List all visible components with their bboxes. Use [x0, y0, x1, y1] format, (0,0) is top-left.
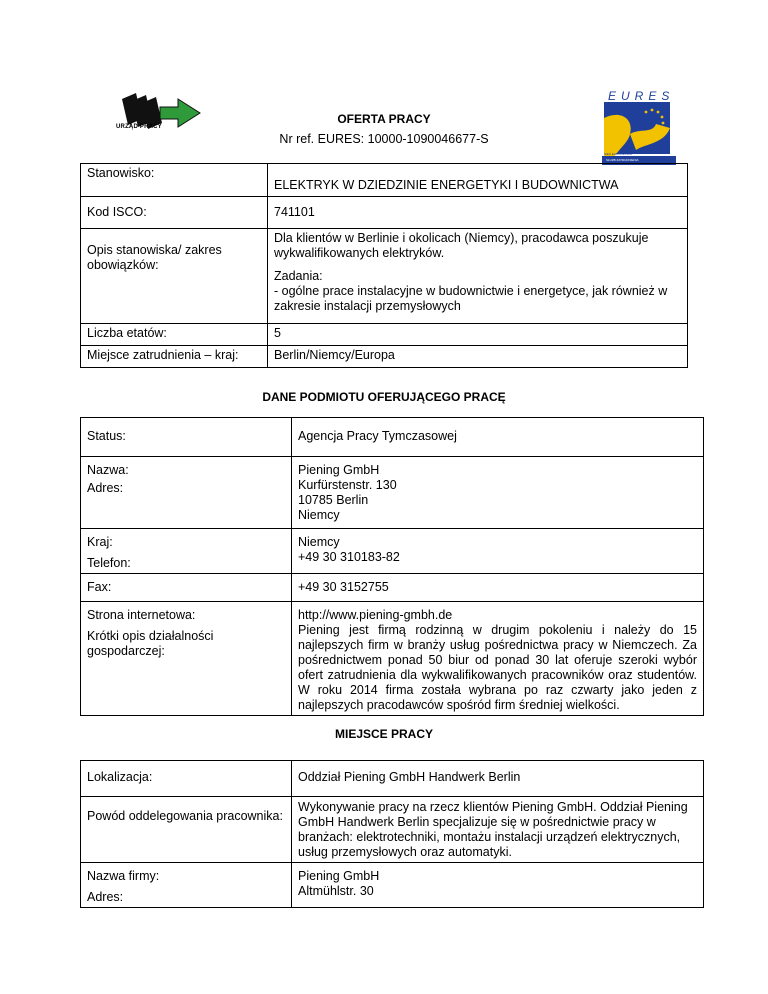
isco-label: Kod ISCO: [81, 197, 268, 229]
positions-count-label: Liczba etatów: [81, 324, 268, 346]
positions-count-value: 5 [268, 324, 688, 346]
address-label: Adres: [87, 481, 124, 495]
description-tasks-title: Zadania: [274, 269, 323, 283]
workplace-address-value: Altmühlstr. 30 [298, 884, 374, 898]
status-value: Agencja Pracy Tymczasowej [292, 418, 704, 457]
country-phone-labels [81, 529, 292, 574]
country-phone-values [292, 529, 704, 574]
employer-section-title: DANE PODMIOTU OFERUJĄCEGO PRACĘ [262, 390, 506, 404]
location-label: Lokalizacja: [81, 761, 292, 797]
company-name: Piening GmbH [298, 463, 380, 477]
company-address-values [292, 863, 704, 908]
address-line1: Kurfürstenstr. 130 [298, 478, 397, 492]
logo-caption: URZĄD PRACY [116, 124, 162, 130]
workplace-country-value: Berlin/Niemcy/Europa [268, 346, 688, 368]
activity-label: Krótki opis działalności gospodarczej: [87, 629, 214, 658]
reference-number: Nr ref. EURES: 10000-1090046677-S [279, 132, 489, 146]
isco-value: 741101 [268, 197, 688, 229]
fax-value: +49 30 3152755 [292, 574, 704, 602]
web-activity-values [292, 602, 704, 716]
job-table [80, 163, 688, 368]
country-label: Kraj: [87, 535, 113, 549]
workplace-section-title: MIEJSCE PRACY [334, 727, 434, 741]
description-label: Opis stanowiska/ zakres obowiązków: [81, 229, 268, 324]
eures-logo [600, 88, 680, 168]
reason-label: Powód oddelegowania pracownika: [81, 797, 292, 863]
description-value [268, 229, 688, 324]
eures-wordmark: EURES [608, 89, 675, 103]
phone-value: +49 30 310183-82 [298, 550, 400, 564]
position-value: ELEKTRYK W DZIEDZINIE ENERGETYKI I BUDOWNICTWA [268, 164, 688, 197]
website-label: Strona internetowa: [87, 608, 196, 622]
company-label: Nazwa firmy: [87, 869, 160, 883]
workplace-country-label: Miejsce zatrudnienia – kraj: [81, 346, 268, 368]
page-title: OFERTA PRACY [337, 112, 431, 126]
description-intro: Dla klientów w Berlinie i okolicach (Niemcy), pracodawca poszukuje wykwalifikowanych elektryków. [274, 231, 649, 260]
address-line2: 10785 Berlin [298, 493, 369, 507]
company-value: Piening GmbH [298, 869, 380, 883]
website-link[interactable]: http://www.piening-gmbh.de [298, 608, 453, 622]
address-line3: Niemcy [298, 508, 340, 522]
workplace-table [80, 760, 704, 908]
fax-label: Fax: [81, 574, 292, 602]
country-value: Niemcy [298, 535, 340, 549]
workplace-address-label: Adres: [87, 890, 124, 904]
name-address-values [292, 457, 704, 529]
location-value: Oddział Piening GmbH Handwerk Berlin [292, 761, 704, 797]
description-tasks: - ogólne prace instalacyjne w budownictwie i energetyce, jak również w zakresie instalacji przemysłowych [274, 284, 668, 313]
status-label: Status: [81, 418, 292, 457]
web-activity-labels [81, 602, 292, 716]
name-address-labels [81, 457, 292, 529]
reason-value: Wykonywanie pracy na rzecz klientów Piening GmbH. Oddział Piening GmbH Handwerk Berlin specjalizuje się w pośrednictwie pracy w branżach: elektrotechniki, montażu instalacji urządzeń elektrycznych, usług przemysłowych oraz automatyki. [292, 797, 704, 863]
eures-caption-bottom: SŁUŻB ZATRUDNIENIA [606, 158, 639, 162]
company-address-labels [81, 863, 292, 908]
employer-table [80, 417, 704, 716]
position-label: Stanowisko: [81, 164, 268, 197]
phone-label: Telefon: [87, 556, 131, 570]
activity-description: Piening jest firmą rodzinną w drugim pokoleniu i należy do 15 najlepszych firm w branży usług pośrednictwa pracy w Niemczech. Za pośrednictwem ponad 50 biur od ponad 30 lat oferuje szeroki wybór ofert zatrudnienia dla wykwalifikowanych pracowników oraz studentów. W roku 2014 firma została wybrana po raz czwarty jako jeden z najlepszych pracodawców spośród firm średniej wielkości. [298, 623, 697, 712]
name-label: Nazwa: [87, 463, 129, 477]
eures-caption-top: SIEĆ EUROPEJSKA [604, 152, 633, 156]
